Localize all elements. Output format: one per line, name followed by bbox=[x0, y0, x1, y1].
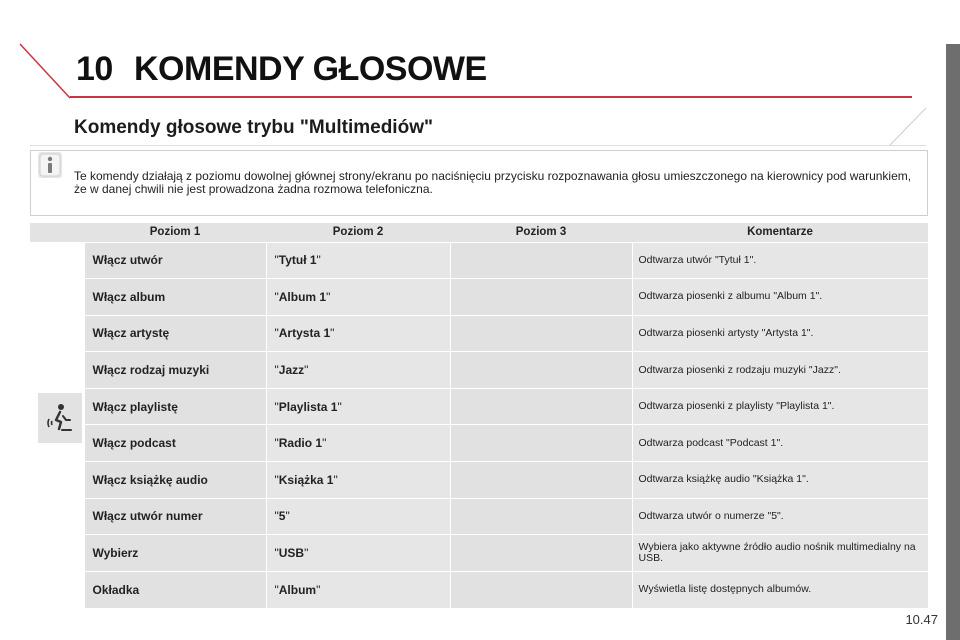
info-icon bbox=[38, 152, 62, 178]
section-title: Komendy głosowe trybu "Multimediów" bbox=[74, 117, 433, 138]
cell-level-2: "Album 1" bbox=[266, 279, 450, 316]
header-rule bbox=[126, 96, 912, 98]
row-gutter bbox=[30, 279, 84, 316]
cell-level-1: Włącz utwór bbox=[84, 242, 266, 279]
table-row bbox=[30, 388, 928, 425]
table-row bbox=[30, 279, 928, 316]
table-row bbox=[30, 535, 928, 572]
chapter-number: 10 bbox=[76, 50, 113, 88]
row-gutter bbox=[30, 498, 84, 535]
cell-level-2-value: Album 1 bbox=[278, 289, 327, 304]
cell-level-2-value: Playlista 1 bbox=[278, 399, 338, 414]
cell-level-3 bbox=[450, 388, 632, 425]
header-level-3: Poziom 3 bbox=[450, 223, 632, 242]
cell-level-3 bbox=[450, 425, 632, 462]
row-gutter bbox=[30, 535, 84, 572]
cell-comment: Odtwarza utwór o numerze "5". bbox=[632, 498, 928, 535]
cell-level-2: "Jazz" bbox=[266, 352, 450, 389]
cell-level-3 bbox=[450, 315, 632, 352]
side-tab-bar bbox=[946, 44, 960, 640]
cell-level-1: Włącz artystę bbox=[84, 315, 266, 352]
cell-comment: Odtwarza utwór "Tytuł 1". bbox=[632, 242, 928, 279]
table-row bbox=[30, 425, 928, 462]
cell-level-2: "Tytuł 1" bbox=[266, 242, 450, 279]
row-gutter bbox=[30, 242, 84, 279]
cell-level-1: Okładka bbox=[84, 571, 266, 608]
row-gutter bbox=[30, 352, 84, 389]
cell-comment: Odtwarza piosenki artysty "Artysta 1". bbox=[632, 315, 928, 352]
cell-level-2-value: Artysta 1 bbox=[278, 326, 331, 341]
table-row bbox=[30, 462, 928, 499]
cell-comment: Odtwarza piosenki z playlisty "Playlista 1". bbox=[632, 388, 928, 425]
cell-level-1: Włącz podcast bbox=[84, 425, 266, 462]
cell-level-2: "Radio 1" bbox=[266, 425, 450, 462]
row-gutter bbox=[30, 571, 84, 608]
cell-level-2-value: Tytuł 1 bbox=[278, 253, 317, 268]
cell-comment: Odtwarza podcast "Podcast 1". bbox=[632, 425, 928, 462]
table-row bbox=[30, 242, 928, 279]
cell-level-2: "USB" bbox=[266, 535, 450, 572]
header-level-1: Poziom 1 bbox=[84, 223, 266, 242]
cell-level-2-value: Radio 1 bbox=[278, 436, 323, 451]
cell-level-1: Włącz playlistę bbox=[84, 388, 266, 425]
cell-comment: Odtwarza piosenki z rodzaju muzyki "Jazz". bbox=[632, 352, 928, 389]
header-level-2: Poziom 2 bbox=[266, 223, 450, 242]
chapter-title: KOMENDY GŁOSOWE bbox=[134, 50, 487, 88]
cell-level-2: "Playlista 1" bbox=[266, 388, 450, 425]
cell-comment: Wybiera jako aktywne źródło audio nośnik multimedialny na USB. bbox=[632, 535, 928, 572]
voice-command-icon bbox=[46, 403, 74, 433]
section-corner-decoration bbox=[860, 106, 930, 146]
cell-level-3 bbox=[450, 242, 632, 279]
cell-level-2-value: Książka 1 bbox=[278, 472, 334, 487]
cell-level-3 bbox=[450, 498, 632, 535]
cell-comment: Odtwarza piosenki z albumu "Album 1". bbox=[632, 279, 928, 316]
cell-level-2: "Książka 1" bbox=[266, 462, 450, 499]
cell-level-3 bbox=[450, 571, 632, 608]
cell-level-3 bbox=[450, 462, 632, 499]
header-comments: Komentarze bbox=[632, 223, 928, 242]
cell-level-3 bbox=[450, 535, 632, 572]
cell-level-1: Włącz album bbox=[84, 279, 266, 316]
voice-commands-table bbox=[30, 223, 928, 608]
cell-comment: Odtwarza książkę audio "Książka 1". bbox=[632, 462, 928, 499]
cell-level-1: Włącz utwór numer bbox=[84, 498, 266, 535]
cell-level-3 bbox=[450, 352, 632, 389]
table-row bbox=[30, 315, 928, 352]
cell-level-1: Wybierz bbox=[84, 535, 266, 572]
table-row bbox=[30, 498, 928, 535]
cell-level-2: "5" bbox=[266, 498, 450, 535]
info-text: Te komendy działają z poziomu dowolnej głównej strony/ekranu po naciśnięciu przycisku rozpoznawania głosu umieszczonego na kierownicy pod warunkiem, że w danej chwili nie jest prowadzona żadna rozmowa telefoniczna. bbox=[74, 169, 912, 196]
cell-level-2-value: Jazz bbox=[278, 363, 305, 378]
cell-level-3 bbox=[450, 279, 632, 316]
cell-level-1: Włącz rodzaj muzyki bbox=[84, 352, 266, 389]
row-gutter bbox=[30, 462, 84, 499]
cell-level-2-value: USB bbox=[278, 546, 305, 561]
table-row bbox=[30, 352, 928, 389]
cell-level-2-value: Album bbox=[278, 582, 317, 597]
cell-level-1: Włącz książkę audio bbox=[84, 462, 266, 499]
cell-comment: Wyświetla listę dostępnych albumów. bbox=[632, 571, 928, 608]
cell-level-2: "Artysta 1" bbox=[266, 315, 450, 352]
cell-level-2-value: 5 bbox=[278, 509, 286, 524]
commands-table bbox=[30, 223, 928, 608]
table-header-row bbox=[30, 223, 928, 242]
row-gutter bbox=[30, 315, 84, 352]
page-number: 10.47 bbox=[905, 612, 938, 627]
header-empty bbox=[30, 223, 84, 242]
table-row bbox=[30, 571, 928, 608]
cell-level-2: "Album" bbox=[266, 571, 450, 608]
